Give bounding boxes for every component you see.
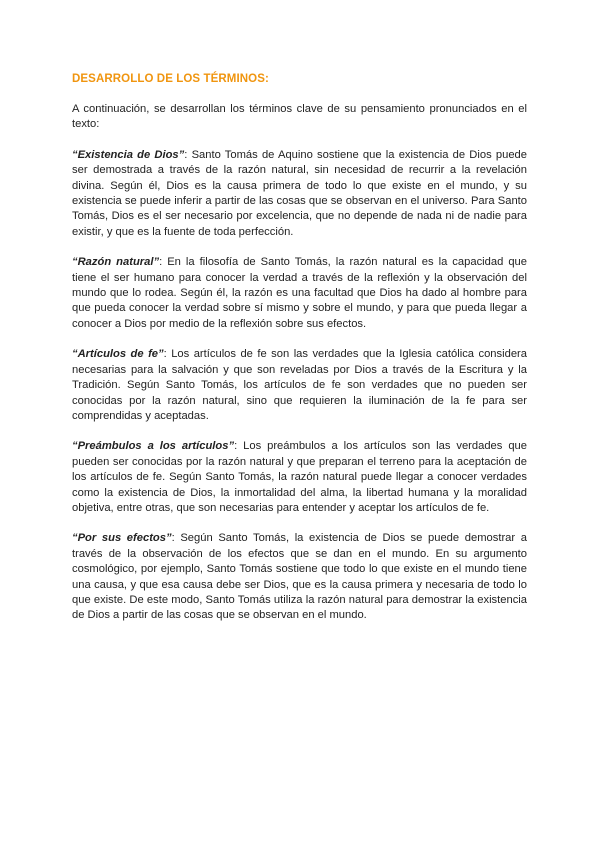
term-label: “Preámbulos a los artículos” [72, 440, 235, 453]
term-label: “Razón natural” [72, 256, 160, 269]
term-text: : Santo Tomás de Aquino sostiene que la existencia de Dios puede ser demostrada a través de la razón natural, sin necesidad de recurrir a la revelación divina. Según él, Dios es la causa primera de todo lo que existe en el mundo, y su existencia se puede inferir a partir de las cosas que se observan en el universo. Para Santo Tomás, Dios es el ser necesario por excelencia, que no depende de nada ni de nadie para existir, y que es la fuente de toda perfección. [72, 148, 527, 238]
term-label: “Artículos de fe” [72, 348, 164, 361]
section-heading: DESARROLLO DE LOS TÉRMINOS: [72, 73, 269, 85]
term-paragraph-razon [72, 255, 527, 332]
intro-paragraph: A continuación, se desarrollan los términos clave de su pensamiento pronunciados en el texto: [72, 103, 527, 131]
document-page [72, 72, 527, 639]
term-text: : En la filosofía de Santo Tomás, la razón natural es la capacidad que tiene el ser humano para conocer la verdad a través de la reflexión y la observación del mundo que lo rodea. Según él, la razón es una facultad que Dios ha dado al hombre para que pueda conocer la verdad sobre sí mismo y sobre el mundo, y para que pueda llegar a conocer a Dios por medio de la reflexión sobre sus efectos. [72, 256, 527, 330]
term-label: “Por sus efectos” [72, 532, 172, 545]
term-text: : Los artículos de fe son las verdades que la Iglesia católica considera necesarias para la salvación y que son reveladas por Dios a través de la Escritura y la Tradición. Según Santo Tomás, los artículos de fe son verdades que no pueden ser conocidas por la razón natural, sino que requieren la iluminación de la fe para ser comprendidas y aceptadas. [72, 348, 527, 422]
term-text: : Según Santo Tomás, la existencia de Dios se puede demostrar a través de la observación de los efectos que se dan en el mundo. En su argumento cosmológico, por ejemplo, Santo Tomás sostiene que todo lo que existe en el mundo tiene una causa, y que esa causa debe ser Dios, que es la causa primera y necesaria de todo lo que existe. De este modo, Santo Tomás utiliza la razón natural para demostrar la existencia de Dios a partir de las cosas que se observan en el mundo. [72, 532, 527, 622]
term-label: “Existencia de Dios” [72, 148, 185, 161]
term-paragraph-existencia [72, 148, 527, 240]
term-paragraph-preambulos [72, 439, 527, 516]
term-text: : Los preámbulos a los artículos son las verdades que pueden ser conocidas por la razón natural y que preparan el terreno para la aceptación de los artículos de fe. Según Santo Tomás, la razón natural puede llegar a conocer verdades como la existencia de Dios, la inmortalidad del alma, la libertad humana y la moralidad objetiva, entre otras, que son necesarias para entender y aceptar los artículos de fe. [72, 440, 527, 514]
term-paragraph-efectos [72, 531, 527, 623]
term-paragraph-articulos [72, 347, 527, 424]
